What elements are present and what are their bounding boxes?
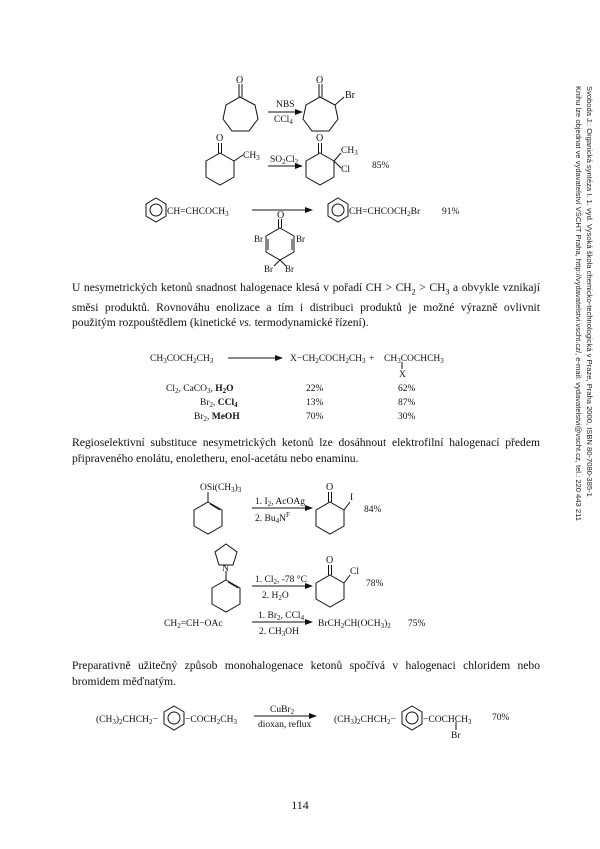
r2-yield: 85% [372,161,390,171]
carbonyl-o-5: O [277,210,285,221]
bromocycloheptanone-product [303,84,344,131]
table-row-1-v1: 22% [306,384,324,394]
r2-reagent: $SO_2Cl_2$ [270,155,299,166]
table-row-3-condition: $Br_2$, MeOH [194,412,240,423]
r2-product-substituent-1: $CH_3$ [341,146,358,157]
citation-line-1: Svoboda J.: Organická syntéza I. 1. vyd. Vysoká škola chemicko-technologická v Praze, Praha 2000, ISBN 80-7080-385-1 [585,86,594,497]
r7-yield: 70% [492,713,510,723]
r5-step-2: 2. $H_2O$ [262,591,289,602]
iodocyclohexanone-product [316,492,350,534]
carbonyl-o-3: O [216,133,224,144]
r7-left-chain: $(CH_3)_2CHCH_2-$ [96,715,158,726]
table-row-2-v2: 87% [398,398,416,408]
r7-product-left: $(CH_3)_2CHCH_2-$ [334,715,396,726]
r2-product-substituent-2: Cl [341,165,350,175]
paragraph-copper-halides: Preparativně užitečný způsob monohalogenace ketonů spočívá v halogenaci chloridem nebo bromidem měďnatým. [72,659,540,688]
chlorocyclohexanone-product [316,565,350,607]
paragraph-halogenation-order: U nesymetrických ketonů snadnost halogenace klesá v pořadí CH > $CH_2 > CH_3$ a obvykle vznikají směsi produktů. Rovnováhu enolizace a tím i distribuci produktů je možné výrazně ovlivnit použitým rozpouštědlem (kinetické vs. termodynamické řízení). [72,281,540,330]
r5-yield: 78% [366,579,384,589]
methylcyclohexanone-reactant [206,143,243,185]
table-row-3-v2: 30% [398,412,416,422]
r4-substituent: $OSi(CH_3)_3$ [200,483,242,494]
table-row-2-condition: $Br_2$, CCl$_4$ [200,398,238,409]
cycloheptanone-reactant [223,84,258,131]
r5-step-1: 1. $Cl_2$, -78 °C [255,575,307,586]
r5-nitrogen: N [222,564,229,574]
table-row-3-v1: 70% [306,412,324,422]
r6-yield: 75% [408,619,426,629]
benzene-ring-reactant [146,198,166,222]
benzene-ring-product [328,198,348,222]
r4-yield: 84% [364,505,382,515]
table-row-2-v1: 13% [306,398,324,408]
aryl-ring-product [402,706,422,730]
r3-yield: 91% [442,207,460,217]
r4-product-substituent: I [350,493,354,503]
page-number: 114 [291,798,309,812]
r7-reagent: CuBr$_2$ [270,705,295,716]
r3-br-4: Br [285,264,294,274]
r1-product-substituent: Br [345,90,355,101]
table-plus: + [369,354,375,364]
carbonyl-o-4: O [316,133,324,144]
carbonyl-o-2: O [316,75,324,86]
r1-reagent-bottom: CCl$_4$ [274,115,293,126]
r6-reactant: $CH_2=CH-OAc$ [164,619,223,630]
table-product-1: $X-CH_2COCH_2CH_3$ [290,354,366,365]
r3-br-2: Br [296,234,305,244]
r3-reactant-chain: $CH=CHCOCH_3$ [167,207,229,218]
silyl-enol-ether-reactant [194,492,222,534]
r1-reagent-top: NBS [276,100,295,110]
r4-step-1: 1. $I_2$, AcOAg [255,497,305,508]
r3-br-3: Br [264,264,273,274]
table-product-2-x: X [399,370,406,380]
citation-line-2: Knihu lze objednat ve vydavatelství VŠCHT Praha, http://vydavatelstvi.vscht.cz/, e-mail: vydavatelstvi@vscht.cz, tel.: 220 443 211 [574,86,583,521]
table-product-2: $CH_3COCHCH_3$ [384,354,444,365]
tetrabromo-reagent [266,219,294,266]
table-row-1-v2: 62% [398,384,416,394]
r3-br-1: Br [254,234,263,244]
r6-step-2: 2. $CH_3OH$ [259,627,299,638]
r3-product-chain: $CH=CHCOCH_2Br$ [349,207,421,218]
r2-reactant-substituent: $CH_3$ [243,151,260,162]
r7-product-right: $-COCHCH_3$ [423,715,472,726]
r7-product-br: Br [451,731,461,741]
r6-step-1: 1. $Br_2$, CCl$_4$ [258,611,305,622]
table-row-1-condition: $Cl_2$, CaCO$_3$, $H_2O$ [166,384,234,395]
r6-product: $BrCH_2CH(OCH_3)_2$ [318,619,391,630]
r7-conditions: dioxan, reflux [258,720,312,730]
r7-right-chain: $-COCH_2CH_3$ [185,715,237,726]
r5-product-substituent: Cl [350,567,359,577]
chloro-methylcyclohexanone-product [306,143,341,185]
aryl-ring-reactant [164,706,184,730]
carbonyl-o-1: O [236,75,244,86]
pyrrolidine-enamine-reactant [212,544,240,612]
carbonyl-o-6: O [326,482,334,493]
r4-step-2: 2. $Bu_4N^F$ [255,511,290,525]
paragraph-regioselective: Regioselektivní substituce nesymetrických ketonů lze dosáhnout elektrofilní halogenací předem připraveného enolátu, enoletheru, enol-acetátu nebo enaminu. [72,436,540,465]
table-reactant: $CH_3COCH_2CH_3$ [150,354,214,365]
carbonyl-o-7: O [326,555,334,566]
